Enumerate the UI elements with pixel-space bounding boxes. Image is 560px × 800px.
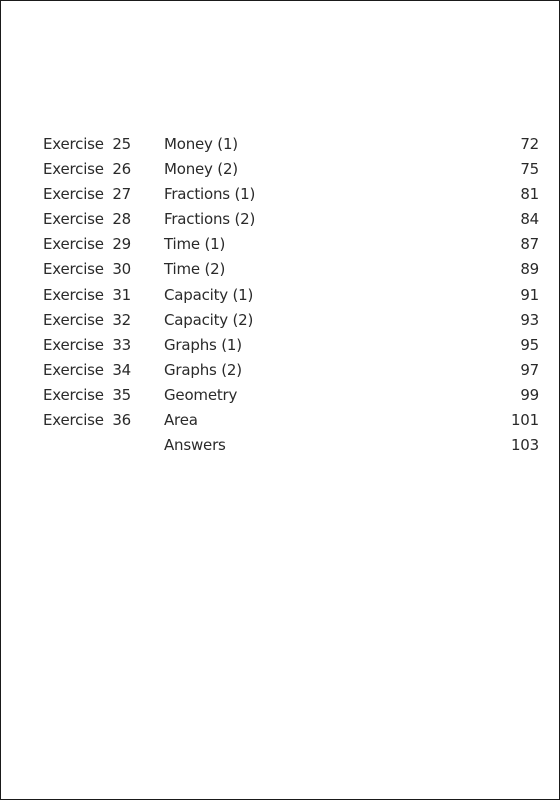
page-number: 97 bbox=[520, 360, 539, 379]
exercise-label: Exercise bbox=[43, 235, 104, 254]
exercise-label: Exercise bbox=[43, 160, 104, 179]
toc-row bbox=[43, 232, 539, 257]
toc-row bbox=[43, 132, 539, 157]
exercise-number: 26 bbox=[112, 160, 131, 179]
exercise-label: Exercise bbox=[43, 185, 104, 204]
exercise-label: Exercise bbox=[43, 385, 104, 404]
toc-row bbox=[43, 333, 539, 358]
section-title: Capacity (2) bbox=[164, 310, 254, 329]
exercise-label: Exercise bbox=[43, 260, 104, 279]
section-title: Answers bbox=[164, 436, 226, 455]
exercise-number: 34 bbox=[112, 360, 131, 379]
toc-row bbox=[43, 408, 539, 433]
toc-row bbox=[43, 257, 539, 282]
exercise-number: 28 bbox=[112, 210, 131, 229]
section-title: Capacity (1) bbox=[164, 285, 254, 304]
toc-row bbox=[43, 283, 539, 308]
table-of-contents bbox=[43, 132, 539, 458]
page-number: 93 bbox=[520, 310, 539, 329]
exercise-number: 30 bbox=[112, 260, 131, 279]
section-title: Fractions (1) bbox=[164, 185, 256, 204]
toc-row-answers bbox=[43, 433, 539, 458]
exercise-number: 31 bbox=[112, 285, 131, 304]
exercise-number: 27 bbox=[112, 185, 131, 204]
section-title: Geometry bbox=[164, 385, 238, 404]
exercise-number: 25 bbox=[112, 135, 131, 153]
section-title: Area bbox=[164, 411, 198, 430]
section-title: Fractions (2) bbox=[164, 210, 256, 229]
exercise-label: Exercise bbox=[43, 411, 104, 430]
page-number: 87 bbox=[520, 235, 539, 254]
page-number: 101 bbox=[510, 411, 539, 430]
section-title: Money (1) bbox=[164, 135, 238, 153]
exercise-number: 29 bbox=[112, 235, 131, 254]
toc-row bbox=[43, 157, 539, 182]
page-number: 91 bbox=[520, 285, 539, 304]
exercise-label: Exercise bbox=[43, 285, 104, 304]
toc-row bbox=[43, 182, 539, 207]
page-number: 95 bbox=[520, 335, 539, 354]
toc-row bbox=[43, 358, 539, 383]
section-title: Time (2) bbox=[164, 260, 226, 279]
page-number: 72 bbox=[520, 135, 539, 153]
exercise-number: 32 bbox=[112, 310, 131, 329]
exercise-label: Exercise bbox=[43, 210, 104, 229]
toc-row bbox=[43, 308, 539, 333]
exercise-label: Exercise bbox=[43, 135, 104, 153]
section-title: Graphs (2) bbox=[164, 360, 242, 379]
page-number: 89 bbox=[520, 260, 539, 279]
exercise-number: 33 bbox=[112, 335, 131, 354]
section-title: Graphs (1) bbox=[164, 335, 242, 354]
exercise-label: Exercise bbox=[43, 310, 104, 329]
page-number: 81 bbox=[520, 185, 539, 204]
exercise-number: 35 bbox=[112, 385, 131, 404]
exercise-label: Exercise bbox=[43, 335, 104, 354]
page-number: 75 bbox=[520, 160, 539, 179]
exercise-number: 36 bbox=[112, 411, 131, 430]
page-number: 84 bbox=[520, 210, 539, 229]
toc-row bbox=[43, 207, 539, 232]
exercise-label: Exercise bbox=[43, 360, 104, 379]
page-number: 99 bbox=[520, 385, 539, 404]
section-title: Time (1) bbox=[164, 235, 226, 254]
page-number: 103 bbox=[510, 436, 539, 455]
toc-row bbox=[43, 383, 539, 408]
section-title: Money (2) bbox=[164, 160, 238, 179]
